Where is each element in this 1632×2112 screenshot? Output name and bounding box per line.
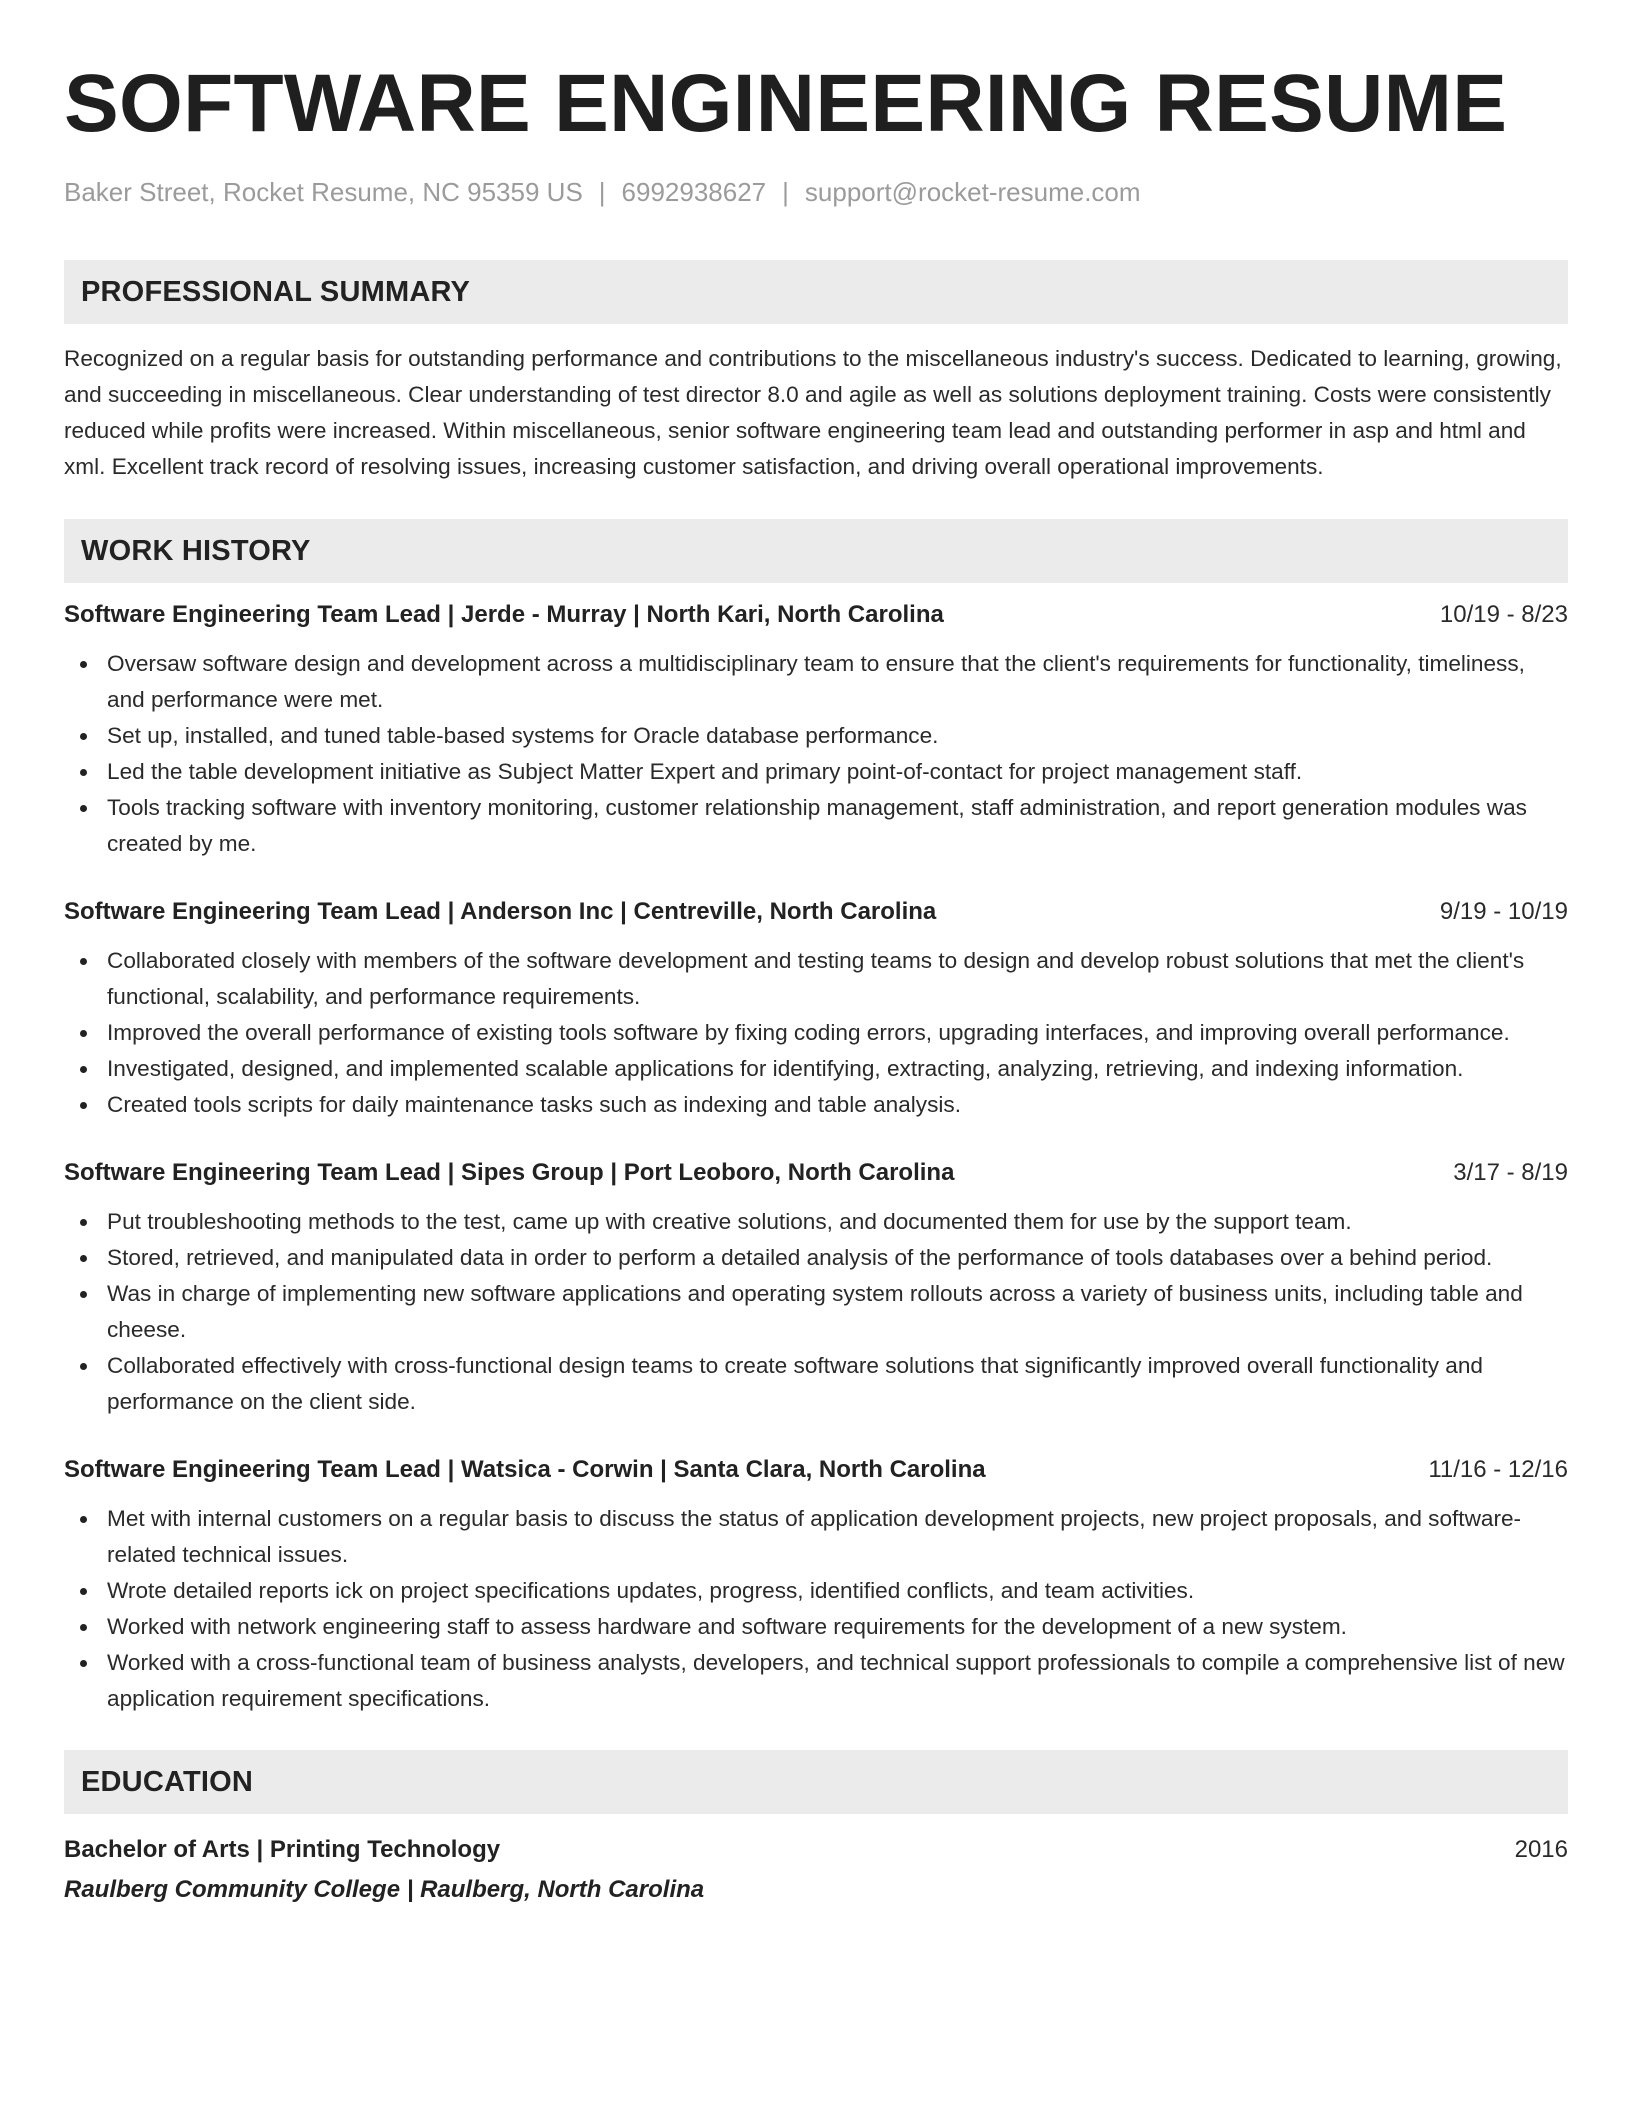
contact-email: support@rocket-resume.com [804, 177, 1141, 207]
contact-line [64, 176, 1568, 208]
job-bullet: Created tools scripts for daily maintenance tasks such as indexing and table analysis. [107, 1087, 1568, 1123]
job-dates: 3/17 - 8/19 [1453, 1159, 1568, 1186]
section-header-education: EDUCATION [64, 1750, 1568, 1814]
job-header [64, 597, 1568, 633]
section-header-summary: PROFESSIONAL SUMMARY [64, 260, 1568, 324]
job-bullet-list [64, 1204, 1568, 1420]
job-bullet: Worked with a cross-functional team of business analysts, developers, and technical support professionals to compile a comprehensive list of new application requirement specifications. [107, 1645, 1568, 1717]
resume-page [64, 58, 1568, 1908]
job-header [64, 894, 1568, 930]
job-bullet-list [64, 1501, 1568, 1717]
job-entry [64, 597, 1568, 862]
contact-phone: 6992938627 [621, 177, 767, 207]
job-title-line: Software Engineering Team Lead | Jerde - Murray | North Kari, North Carolina [64, 601, 944, 628]
job-title-line: Software Engineering Team Lead | Watsica - Corwin | Santa Clara, North Carolina [64, 1456, 986, 1483]
job-bullet: Stored, retrieved, and manipulated data in order to perform a detailed analysis of the performance of tools databases over a behind period. [107, 1240, 1568, 1276]
job-header [64, 1452, 1568, 1488]
job-bullet: Oversaw software design and development across a multidisciplinary team to ensure that the client's requirements for functionality, timeliness, and performance were met. [107, 646, 1568, 718]
education-header [64, 1832, 1568, 1868]
job-bullet: Worked with network engineering staff to assess hardware and software requirements for the development of a new system. [107, 1609, 1568, 1645]
education-degree: Bachelor of Arts | Printing Technology [64, 1836, 501, 1863]
contact-separator: | [598, 177, 606, 207]
job-bullet: Collaborated effectively with cross-functional design teams to create software solutions that significantly improved overall functionality and performance on the client side. [107, 1348, 1568, 1420]
job-title-line: Software Engineering Team Lead | Anderson Inc | Centreville, North Carolina [64, 898, 937, 925]
job-bullet: Was in charge of implementing new software applications and operating system rollouts across a variety of business units, including table and cheese. [107, 1276, 1568, 1348]
section-header-work-history: WORK HISTORY [64, 519, 1568, 583]
job-bullet: Investigated, designed, and implemented scalable applications for identifying, extracting, analyzing, retrieving, and indexing information. [107, 1051, 1568, 1087]
job-dates: 11/16 - 12/16 [1428, 1456, 1568, 1483]
job-bullet: Met with internal customers on a regular basis to discuss the status of application development projects, new project proposals, and software-related technical issues. [107, 1501, 1568, 1573]
job-bullet: Led the table development initiative as Subject Matter Expert and primary point-of-contact for project management staff. [107, 754, 1568, 790]
job-bullet-list [64, 943, 1568, 1123]
job-entry [64, 1155, 1568, 1420]
job-dates: 10/19 - 8/23 [1439, 601, 1568, 628]
job-bullet: Wrote detailed reports ick on project specifications updates, progress, identified conflicts, and team activities. [107, 1573, 1568, 1609]
job-entry [64, 894, 1568, 1123]
education-year: 2016 [1514, 1836, 1568, 1863]
job-bullet: Put troubleshooting methods to the test, came up with creative solutions, and documented them for use by the support team. [107, 1204, 1568, 1240]
job-bullet: Collaborated closely with members of the software development and testing teams to design and develop robust solutions that met the client's functional, scalability, and performance requirements. [107, 943, 1568, 1015]
education-school: Raulberg Community College | Raulberg, North Carolina [64, 1876, 705, 1903]
job-bullet-list [64, 646, 1568, 862]
job-dates: 9/19 - 10/19 [1439, 898, 1568, 925]
contact-address: Baker Street, Rocket Resume, NC 95359 US [64, 177, 583, 207]
job-bullet: Tools tracking software with inventory monitoring, customer relationship management, staff administration, and report generation modules was created by me. [107, 790, 1568, 862]
job-header [64, 1155, 1568, 1191]
job-bullet: Improved the overall performance of existing tools software by fixing coding errors, upgrading interfaces, and improving overall performance. [107, 1015, 1568, 1051]
summary-text: Recognized on a regular basis for outstanding performance and contributions to the miscellaneous industry's success. Dedicated to learning, growing, and succeeding in miscellaneous. Clear understanding of test director 8.0 and agile as well as solutions deployment training. Costs were consistently reduced while profits were increased. Within miscellaneous, senior software engineering team lead and outstanding performer in asp and html and xml. Excellent track record of resolving issues, increasing customer satisfaction, and driving overall operational improvements. [64, 346, 1562, 479]
job-bullet: Set up, installed, and tuned table-based systems for Oracle database performance. [107, 718, 1568, 754]
contact-separator: | [782, 177, 789, 207]
job-title-line: Software Engineering Team Lead | Sipes Group | Port Leoboro, North Carolina [64, 1159, 955, 1186]
job-entry [64, 1452, 1568, 1717]
resume-title: SOFTWARE ENGINEERING RESUME [64, 58, 1508, 149]
